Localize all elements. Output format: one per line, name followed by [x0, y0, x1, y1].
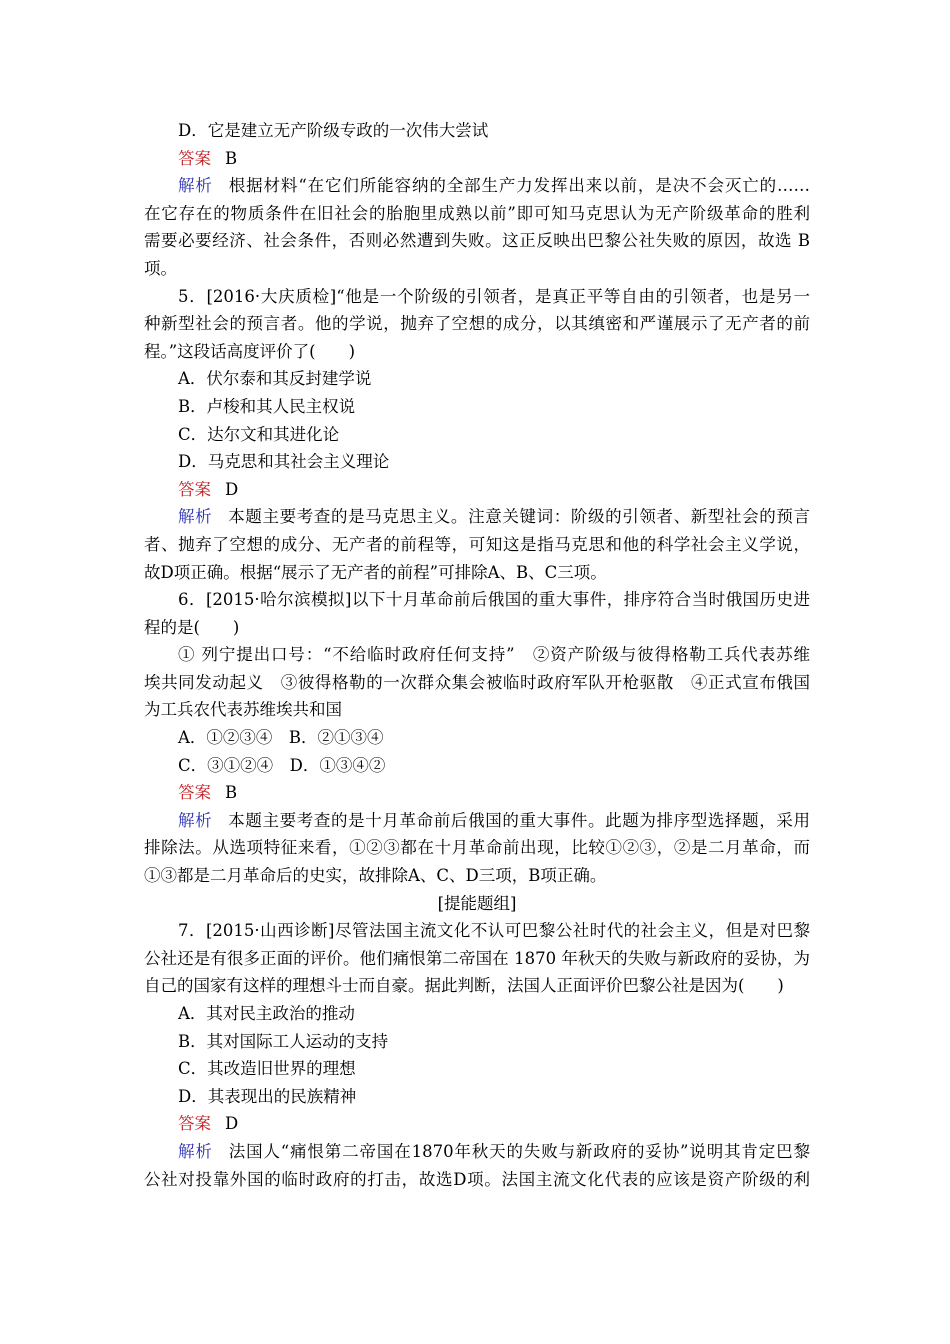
q5-stem-line: 种新型社会的预言者。他的学说，抛弃了空想的成分，以其缜密和严谨展示了无产者的前	[144, 314, 810, 334]
q5-answer	[144, 476, 810, 504]
q7-option: C．其改造旧世界的理想	[178, 1059, 356, 1079]
q4-analysis-line: 解析 根据材料“在它们所能容纳的全部生产力发挥出来以前，是决不会灭亡的……	[178, 176, 811, 196]
q5-option: B．卢梭和其人民主权说	[178, 396, 356, 416]
q5-stem-line: 5．[2016·大庆质检]“他是一个阶级的引领者，是真正平等自由的引领者，也是另一	[178, 286, 810, 306]
q7-analysis-line: 公社对投靠外国的临时政府的打击，故选D项。法国主流文化代表的应该是资产阶级的利	[144, 1169, 810, 1189]
answer-value: B	[225, 783, 238, 803]
q7-analysis-line: 解析 法国人“痛恨第二帝国在1870年秋天的失败与新政府的妥协”说明其肯定巴黎	[178, 1141, 810, 1161]
q4-analysis-line: 在它存在的物质条件在旧社会的胎胞里成熟以前”即可知马克思认为无产阶级革命的胜利	[144, 203, 810, 223]
q6-analysis-line: 解析 本题主要考查的是十月革命前后俄国的重大事件。此题为排序型选择题，采用	[178, 810, 811, 830]
answer-value: B	[225, 148, 238, 168]
q4-answer	[144, 145, 810, 173]
document-content	[144, 117, 810, 1193]
q6-items-line: 埃共同发动起义 ③彼得格勒的一次群众集会被临时政府军队开枪驱散 ④正式宣布俄国	[144, 672, 810, 692]
answer-label: 答案	[178, 783, 211, 803]
q5-option: A．伏尔泰和其反封建学说	[178, 369, 372, 389]
q5-analysis-line: 者、抛弃了空想的成分、无产者的前程等，可知这是指马克思和他的科学社会主义学说，	[144, 534, 810, 554]
section-title: [提能题组]	[437, 893, 517, 913]
answer-label: 答案	[178, 479, 211, 499]
q5-option: C．达尔文和其进化论	[178, 424, 340, 444]
q6-items-line: 为工兵农代表苏维埃共和国	[144, 700, 342, 720]
q6-analysis-line: 排除法。从选项特征来看，①②③都在十月革命前出现，比较①②③，②是二月革命，而	[144, 838, 810, 858]
q5-option: D．马克思和其社会主义理论	[178, 452, 390, 472]
analysis-label: 解析	[178, 1141, 213, 1161]
q6-stem-line: 6．[2015·哈尔滨模拟]以下十月革命前后俄国的重大事件，排序符合当时俄国历史进	[178, 590, 810, 610]
q7-option: D．其表现出的民族精神	[178, 1086, 357, 1106]
q6-options-line: A．①②③④ B．②①③④	[178, 728, 384, 748]
q7-option: B．其对国际工人运动的支持	[178, 1031, 389, 1051]
q4-analysis-line: 需要必要经济、社会条件，否则必然遭到失败。这正反映出巴黎公社失败的原因，故选 B	[144, 231, 810, 251]
q7-stem-line: 7．[2015·山西诊断]尽管法国主流文化不认可巴黎公社时代的社会主义，但是对巴黎	[178, 921, 810, 941]
answer-value: D	[225, 1114, 239, 1134]
analysis-label: 解析	[178, 810, 213, 830]
answer-label: 答案	[178, 1114, 211, 1134]
q6-options-line: C．③①②④ D．①③④②	[178, 755, 386, 775]
q4-analysis-line: 项。	[144, 258, 177, 278]
q6-analysis-line: ①③都是二月革命后的史实，故排除A、C、D三项，B项正确。	[144, 866, 607, 886]
q6-stem-line: 程的是( )	[144, 617, 240, 637]
answer-label: 答案	[178, 148, 211, 168]
q6-items-line: ① 列宁提出口号：“不给临时政府任何支持” ②资产阶级与彼得格勒工兵代表苏维	[178, 645, 810, 665]
q5-analysis-line: 解析 本题主要考查的是马克思主义。注意关键词：阶级的引领者、新型社会的预言	[178, 507, 811, 527]
analysis-label: 解析	[178, 507, 213, 527]
analysis-label: 解析	[178, 176, 213, 196]
q7-stem-line: 自己的国家有这样的理想斗士而自豪。据此判断，法国人正面评价巴黎公社是因为( )	[144, 976, 784, 996]
q7-stem-line: 公社还是有很多正面的评价。他们痛恨第二帝国在 1870 年秋天的失败与新政府的妥协，为	[144, 948, 810, 968]
q7-answer	[144, 1110, 810, 1138]
q5-stem-line: 程。”这段话高度评价了( )	[144, 341, 356, 361]
q7-option: A．其对民主政治的推动	[178, 1004, 355, 1023]
q6-answer	[144, 779, 810, 807]
answer-value: D	[225, 479, 239, 499]
q4-option-d: D．它是建立无产阶级专政的一次伟大尝试	[178, 121, 489, 140]
q5-analysis-line: 故D项正确。根据“展示了无产者的前程”可排除A、B、C三项。	[144, 562, 607, 582]
